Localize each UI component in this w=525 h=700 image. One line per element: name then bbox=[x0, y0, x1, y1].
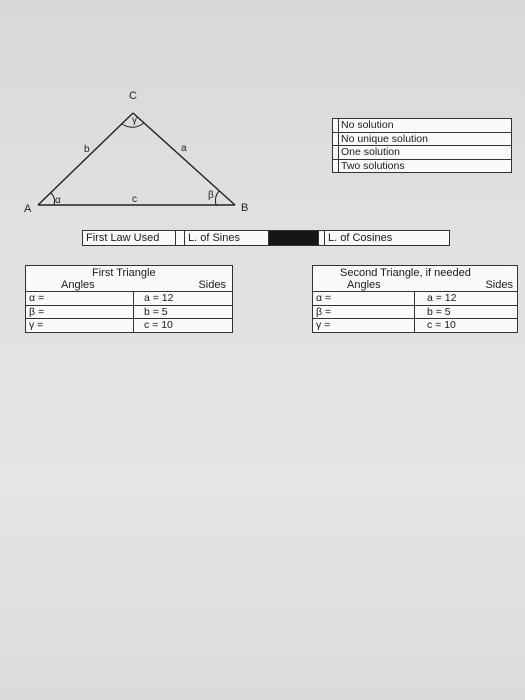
side-a-value: a = 12 bbox=[427, 292, 457, 304]
law-of-cosines-option[interactable]: L. of Cosines bbox=[328, 232, 393, 244]
law-of-sines-option[interactable]: L. of Sines bbox=[185, 231, 269, 245]
table-row bbox=[313, 292, 517, 306]
vertex-C-label: C bbox=[129, 90, 137, 102]
side-c-cell bbox=[415, 319, 517, 332]
option-label: No solution bbox=[341, 119, 394, 131]
angle-alpha-cell[interactable]: α = bbox=[26, 292, 134, 305]
vertex-A-label: A bbox=[24, 203, 32, 215]
law-used-bar bbox=[82, 230, 450, 246]
side-c-value: c = 10 bbox=[144, 319, 173, 331]
vertex-B-label: B bbox=[241, 202, 249, 214]
sides-header: Sides bbox=[485, 279, 513, 291]
table-title: First Triangle bbox=[92, 267, 156, 279]
angle-beta-label: β bbox=[208, 190, 214, 201]
side-b-value: b = 5 bbox=[144, 305, 168, 318]
angle-gamma-cell[interactable]: γ = bbox=[313, 319, 415, 332]
side-b-cell bbox=[134, 306, 232, 319]
side-a-value: a = 12 bbox=[144, 292, 174, 304]
option-row-one-solution[interactable] bbox=[333, 146, 511, 160]
option-row-two-solutions[interactable] bbox=[333, 160, 511, 173]
table-row bbox=[26, 292, 232, 306]
law-blackout-cell bbox=[269, 231, 319, 245]
angle-alpha-label: α bbox=[55, 195, 61, 206]
side-a-cell bbox=[134, 292, 232, 305]
angle-gamma-label: γ bbox=[132, 115, 137, 126]
first-triangle-table bbox=[25, 265, 233, 333]
sides-header: Sides bbox=[198, 279, 226, 291]
angle-beta-cell[interactable]: β = bbox=[26, 306, 134, 319]
table-row bbox=[26, 306, 232, 320]
law-sines-checkbox[interactable] bbox=[176, 231, 185, 245]
side-a-label: a bbox=[181, 143, 187, 154]
angles-header: Angles bbox=[347, 279, 381, 291]
law-used-label: First Law Used bbox=[83, 231, 176, 245]
angles-header: Angles bbox=[61, 279, 95, 291]
table-header bbox=[26, 266, 232, 292]
option-label: Two solutions bbox=[341, 159, 405, 172]
table-title: Second Triangle, if needed bbox=[340, 267, 471, 279]
angle-beta-cell[interactable]: β = bbox=[313, 306, 415, 319]
side-b-cell bbox=[415, 306, 517, 319]
side-b-label: b bbox=[84, 144, 90, 155]
option-row-no-solution[interactable] bbox=[333, 119, 511, 133]
table-row bbox=[313, 306, 517, 320]
solution-options-table bbox=[332, 118, 512, 173]
angle-arc-beta bbox=[215, 191, 219, 205]
table-header bbox=[313, 266, 517, 292]
option-row-no-unique-solution[interactable] bbox=[333, 133, 511, 147]
option-label: No unique solution bbox=[341, 132, 428, 145]
angle-gamma-cell[interactable]: γ = bbox=[26, 319, 134, 332]
side-c-label: c bbox=[132, 194, 137, 205]
table-row bbox=[313, 319, 517, 332]
table-row bbox=[26, 319, 232, 332]
option-label: One solution bbox=[341, 146, 400, 158]
angle-alpha-cell[interactable]: α = bbox=[313, 292, 415, 305]
second-triangle-table bbox=[312, 265, 518, 333]
triangle-diagram bbox=[0, 0, 525, 225]
side-c-cell bbox=[134, 319, 232, 332]
side-c-value: c = 10 bbox=[427, 319, 456, 331]
side-a-cell bbox=[415, 292, 517, 305]
side-b-value: b = 5 bbox=[427, 305, 451, 318]
